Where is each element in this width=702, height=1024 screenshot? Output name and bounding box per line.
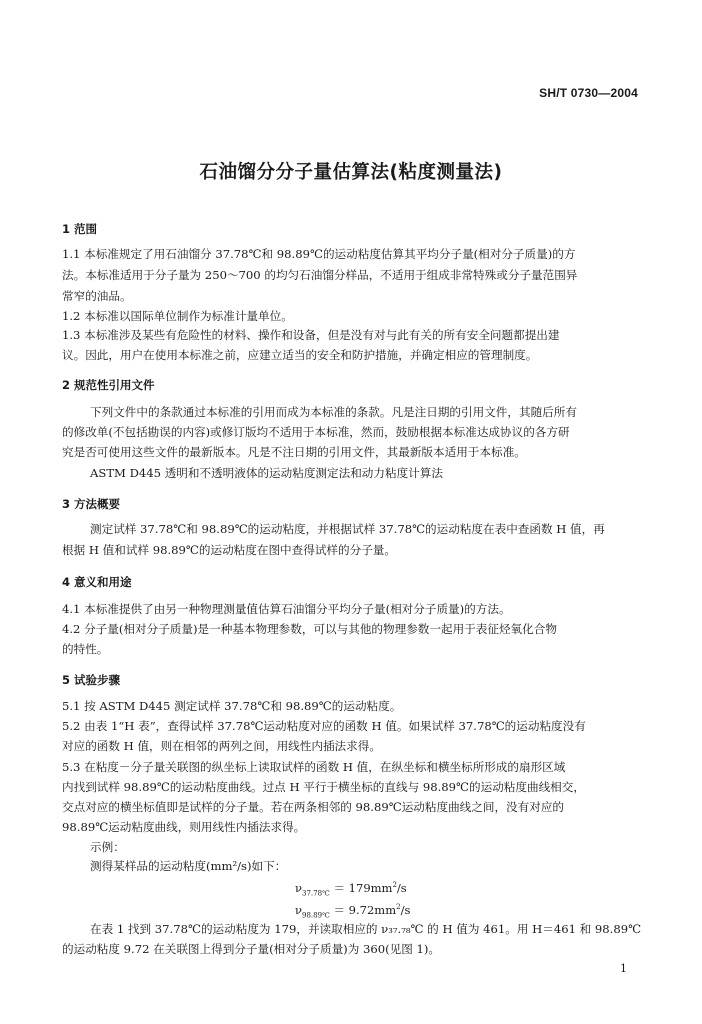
formula-viscosity-37-78 xyxy=(295,880,407,897)
section-2-heading: 2 规范性引用文件 xyxy=(62,378,155,392)
formula-2-unit: /s xyxy=(400,903,411,917)
clause-1-2: 1.2 本标准以国际单位制作为标准计量单位。 xyxy=(62,309,293,323)
formula-1-unit: /s xyxy=(396,881,407,895)
clause-1-1-line-2: 法。本标准适用于分子量为 250～700 的均匀石油馏分样品，不适用于组成非常特殊或分子量范围异 xyxy=(62,268,578,282)
formula-2-exponent: 2 xyxy=(396,903,401,912)
clause-5-1: 5.1 按 ASTM D445 测定试样 37.78℃和 98.89℃的运动粘度。 xyxy=(62,699,402,713)
clause-5-2-line-2: 对应的函数 H 值，则在相邻的两列之间，用线性内插法求得。 xyxy=(62,739,381,753)
clause-4-1: 4.1 本标准提供了由另一种物理测量值估算石油馏分平均分子量(相对分子质量)的方法。 xyxy=(62,602,511,616)
section-3-heading: 3 方法概要 xyxy=(62,497,121,511)
section-2-line-2: 的修改单(不包括勘误的内容)或修订版均不适用于本标准，然而，鼓励根据本标准达成协议的各方研 xyxy=(62,425,570,439)
formula-2-symbol: ν xyxy=(295,903,302,917)
formula-1-value: ＝ 179mm xyxy=(333,881,393,895)
formula-1-exponent: 2 xyxy=(392,881,397,890)
example-result-line-2: 的运动粘度 9.72 在关联图上得到分子量(相对分子质量)为 360(见图 1)。 xyxy=(62,942,440,956)
formula-viscosity-98-89 xyxy=(295,902,410,919)
clause-5-3-line-1: 5.3 在粘度－分子量关联图的纵坐标上读取试样的函数 H 值，在纵坐标和横坐标所形成的扇形区域 xyxy=(62,760,566,774)
example-label: 示例： xyxy=(90,840,125,854)
formula-2-value: ＝ 9.72mm xyxy=(333,903,397,917)
section-2-line-1: 下列文件中的条款通过本标准的引用而成为本标准的条款。凡是注日期的引用文件，其随后所有 xyxy=(90,405,577,419)
clause-1-1-line-1: 1.1 本标准规定了用石油馏分 37.78℃和 98.89℃的运动粘度估算其平均分子量(相对分子质量)的方 xyxy=(62,247,576,261)
example-result-line-1: 在表 1 找到 37.78℃的运动粘度为 179，并读取相应的 ν₃₇.₇₈℃ 的 H 值为 461。用 H＝461 和 98.89℃ xyxy=(90,922,642,936)
example-intro: 测得某样品的运动粘度(mm²/s)如下： xyxy=(90,859,287,873)
section-3-line-2: 根据 H 值和试样 98.89℃的运动粘度在图中查得试样的分子量。 xyxy=(62,543,396,557)
formula-1-symbol: ν xyxy=(295,881,302,895)
section-3-line-1: 测定试样 37.78℃和 98.89℃的运动粘度，并根据试样 37.78℃的运动粘度在表中查函数 H 值，再 xyxy=(90,522,605,536)
clause-1-3-line-2: 议。因此，用户在使用本标准之前，应建立适当的安全和防护措施，并确定相应的管理制度。 xyxy=(62,348,538,362)
formula-1-subscript: 37.78℃ xyxy=(302,889,330,898)
reference-astm-d445: ASTM D445 透明和不透明液体的运动粘度测定法和动力粘度计算法 xyxy=(90,466,443,480)
clause-4-2-line-1: 4.2 分子量(相对分子质量)是一种基本物理参数，可以与其他的物理参数一起用于表征烃氧化合物 xyxy=(62,622,557,636)
section-5-heading: 5 试验步骤 xyxy=(62,673,121,687)
clause-5-3-line-3: 交点对应的横坐标值即是试样的分子量。若在两条相邻的 98.89℃运动粘度曲线之间，没有对应的 xyxy=(62,800,565,814)
section-2-line-3: 究是否可使用这些文件的最新版本。凡是不注日期的引用文件，其最新版本适用于本标准。 xyxy=(62,445,526,459)
clause-4-2-line-2: 的特性。 xyxy=(62,642,109,656)
clause-1-1-line-3: 常窄的油品。 xyxy=(62,289,132,303)
formula-2-subscript: 98.89℃ xyxy=(302,911,330,920)
page-number: 1 xyxy=(620,962,627,975)
clause-5-3-line-4: 98.89℃运动粘度曲线，则用线性内插法求得。 xyxy=(62,820,306,834)
document-title: 石油馏分分子量估算法(粘度测量法) xyxy=(199,162,503,183)
section-1-heading: 1 范围 xyxy=(62,222,98,236)
clause-5-2-line-1: 5.2 由表 1“H 表”，查得试样 37.78℃运动粘度对应的函数 H 值。如果试样 37.78℃的运动粘度没有 xyxy=(62,719,586,733)
standard-code: SH/T 0730—2004 xyxy=(539,86,638,100)
clause-1-3-line-1: 1.3 本标准涉及某些有危险性的材料、操作和设备，但是没有对与此有关的所有安全问题都提出建 xyxy=(62,328,560,342)
clause-5-3-line-2: 内找到试样 98.89℃的运动粘度曲线。过点 H 平行于横坐标的直线与 98.89℃的运动粘度曲线相交， xyxy=(62,780,585,794)
section-4-heading: 4 意义和用途 xyxy=(62,575,132,589)
